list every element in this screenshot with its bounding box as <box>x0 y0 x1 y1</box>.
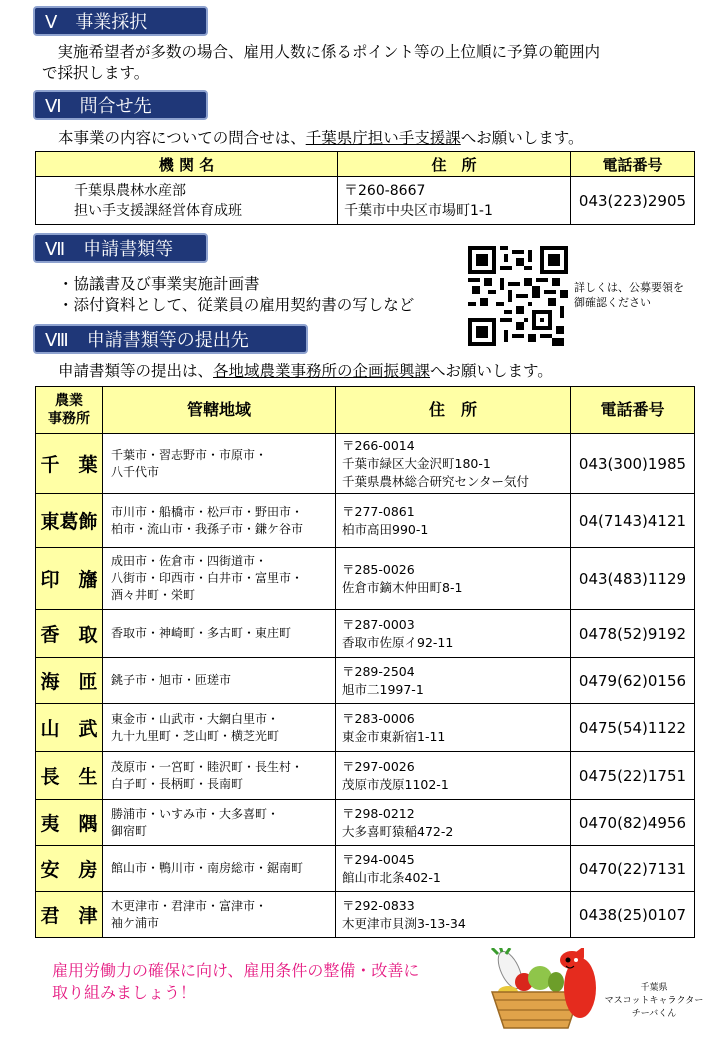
office-area-line: 茂原市・一宮町・睦沢町・長生村・ <box>111 759 304 774</box>
office-name: 海 匝 <box>36 658 103 704</box>
office-postal: 〒294-0045 <box>342 851 415 867</box>
office-table <box>35 386 695 938</box>
office-area-line: 勝浦市・いすみ市・大多喜町・ <box>111 806 280 821</box>
office-postal: 〒292-0833 <box>342 897 415 913</box>
office-postal: 〒297-0026 <box>342 758 415 774</box>
office-address-line: 大多喜町猿稲472-2 <box>342 823 454 839</box>
office-table-header <box>36 387 695 434</box>
office-row <box>36 704 695 752</box>
office-address-line: 東金市東新宿1-11 <box>342 728 446 744</box>
office-phone: 0438(25)0107 <box>571 892 695 938</box>
office-address <box>336 892 571 938</box>
office-address-line: 旭市二1997-1 <box>342 681 424 697</box>
office-header-line2: 事務所 <box>48 411 90 427</box>
office-address <box>336 752 571 800</box>
office-row <box>36 846 695 892</box>
section-6-text-link: 千葉県庁担い手支援課 <box>305 129 461 147</box>
office-area <box>103 704 336 752</box>
office-table-body <box>36 434 695 938</box>
office-address-line: 佐倉市鏑木仲田町8-1 <box>342 579 463 595</box>
office-row <box>36 548 695 610</box>
contact-org-cell <box>36 177 338 225</box>
office-row <box>36 752 695 800</box>
office-area <box>103 752 336 800</box>
office-phone: 0475(22)1751 <box>571 752 695 800</box>
office-address <box>336 846 571 892</box>
office-area-line: 香取市・神崎町・多古町・東庄町 <box>111 626 292 640</box>
office-area-line: 九十九里町・芝山町・横芝光町 <box>111 728 280 743</box>
office-area <box>103 434 336 494</box>
office-name: 安 房 <box>36 846 103 892</box>
qr-note-line1: 詳しくは、公募要領を <box>574 281 684 294</box>
office-name: 君 津 <box>36 892 103 938</box>
section-7-item-1: ・協議書及び事業実施計画書 <box>58 275 260 293</box>
section-8-text-pre: 申請書類等の提出は、 <box>58 362 214 380</box>
address-header: 住 所 <box>336 387 571 434</box>
office-address <box>336 610 571 658</box>
office-phone: 0475(54)1122 <box>571 704 695 752</box>
section-8-text-link: 各地域農業事務所の企画振興課 <box>213 362 431 380</box>
office-area <box>103 494 336 548</box>
office-address <box>336 658 571 704</box>
office-address <box>336 704 571 752</box>
contact-table-row <box>36 177 695 225</box>
office-phone: 0470(22)7131 <box>571 846 695 892</box>
section-6-text-post: へお願いします。 <box>460 129 584 147</box>
section-8-text <box>58 361 553 381</box>
contact-table <box>35 151 695 225</box>
office-postal: 〒289-2504 <box>342 663 415 679</box>
contact-header-phone: 電話番号 <box>571 152 695 177</box>
contact-header-address: 住 所 <box>338 152 571 177</box>
office-address-line: 柏市高田990-1 <box>342 521 429 537</box>
office-row <box>36 494 695 548</box>
office-phone: 0479(62)0156 <box>571 658 695 704</box>
office-name: 長 生 <box>36 752 103 800</box>
office-row <box>36 658 695 704</box>
office-address-line: 千葉県農林総合研究センター気付 <box>342 473 530 489</box>
office-address-line: 木更津市貝渕3-13-34 <box>342 915 466 931</box>
mascot-caption-line3: チーバくん <box>631 1009 677 1019</box>
office-postal: 〒277-0861 <box>342 503 415 519</box>
office-postal: 〒266-0014 <box>342 437 415 453</box>
office-name: 千 葉 <box>36 434 103 494</box>
office-postal: 〒287-0003 <box>342 616 415 632</box>
office-area-line: 柏市・流山市・我孫子市・鎌ケ谷市 <box>111 521 304 536</box>
office-area-line: 銚子市・旭市・匝瑳市 <box>111 673 232 687</box>
office-name: 印 旛 <box>36 548 103 610</box>
office-address <box>336 494 571 548</box>
office-postal: 〒285-0026 <box>342 561 415 577</box>
qr-code-icon[interactable] <box>468 246 568 346</box>
section-7-heading: Ⅶ 申請書類等 <box>33 233 208 263</box>
office-address-line: 茂原市茂原1102-1 <box>342 776 449 792</box>
office-area-line: 市川市・船橋市・松戸市・野田市・ <box>111 504 304 519</box>
office-area-line: 八街市・印西市・白井市・富里市・ <box>111 571 304 585</box>
section-8-heading: Ⅷ 申請書類等の提出先 <box>33 324 308 354</box>
contact-header-org: 機 関 名 <box>36 152 338 177</box>
office-area-line: 東金市・山武市・大網白里市・ <box>111 711 280 726</box>
mascot-caption-line1: 千葉県 <box>640 983 668 993</box>
qr-note <box>574 280 684 310</box>
section-6-heading: Ⅵ 問合せ先 <box>33 90 208 120</box>
office-phone: 043(483)1129 <box>571 548 695 610</box>
office-name: 東葛飾 <box>36 494 103 548</box>
office-row <box>36 610 695 658</box>
section-6-text-pre: 本事業の内容についての問合せは、 <box>58 129 306 147</box>
section-6-text <box>58 128 583 148</box>
office-name: 香 取 <box>36 610 103 658</box>
office-area-line: 八千代市 <box>111 464 160 479</box>
office-area-line: 館山市・鴨川市・南房総市・鋸南町 <box>111 861 304 875</box>
office-area <box>103 658 336 704</box>
office-address-line: 館山市北条402-1 <box>342 869 441 885</box>
contact-org-line2: 担い手支援課経営体育成班 <box>74 202 242 219</box>
office-area <box>103 610 336 658</box>
section-8-text-post: へお願いします。 <box>430 362 553 380</box>
office-address <box>336 548 571 610</box>
office-area-line: 袖ケ浦市 <box>111 915 160 930</box>
contact-address: 千葉市中央区市場町1-1 <box>344 202 493 219</box>
office-area <box>103 892 336 938</box>
office-area-line: 白子町・長柄町・長南町 <box>111 776 244 791</box>
phone-header: 電話番号 <box>571 387 695 434</box>
office-phone: 04(7143)4121 <box>571 494 695 548</box>
office-area <box>103 800 336 846</box>
section-5-text-line1: 実施希望者が多数の場合、雇用人数に係るポイント等の上位順に予算の範囲内 <box>42 43 601 61</box>
office-address-line: 千葉市緑区大金沢町180-1 <box>342 455 491 471</box>
footer-message-line2: 取り組みましょう！ <box>52 983 197 1002</box>
office-address <box>336 800 571 846</box>
office-header-line1: 農業 <box>55 393 83 409</box>
office-area <box>103 548 336 610</box>
office-row <box>36 892 695 938</box>
office-area-line: 成田市・佐倉市・四街道市・ <box>111 554 268 568</box>
mascot-caption <box>598 982 710 1021</box>
contact-phone: 043(223)2905 <box>571 177 695 225</box>
office-address <box>336 434 571 494</box>
area-header: 管轄地域 <box>103 387 336 434</box>
office-postal: 〒298-0212 <box>342 805 415 821</box>
office-header <box>36 387 103 434</box>
office-phone: 0470(82)4956 <box>571 800 695 846</box>
office-phone: 043(300)1985 <box>571 434 695 494</box>
mascot-basket-icon <box>480 948 600 1034</box>
office-area-line: 酒々井町・栄町 <box>111 588 196 602</box>
section-7-item-2: ・添付資料として、従業員の雇用契約書の写しなど <box>58 296 415 314</box>
office-area <box>103 846 336 892</box>
office-area-line: 御宿町 <box>111 823 148 838</box>
office-area-line: 千葉市・習志野市・市原市・ <box>111 447 268 462</box>
contact-address-cell <box>338 177 571 225</box>
mascot-caption-line2: マスコットキャラクター <box>604 996 704 1006</box>
office-address-line: 香取市佐原イ92-11 <box>342 634 454 650</box>
contact-org-line1: 千葉県農林水産部 <box>74 182 186 199</box>
section-5-text-line2: で採択します。 <box>42 64 150 82</box>
qr-note-line2: 御確認ください <box>574 296 651 309</box>
contact-postal: 〒260-8667 <box>344 182 426 199</box>
section-5-heading: Ⅴ 事業採択 <box>33 6 208 36</box>
office-row <box>36 800 695 846</box>
office-row <box>36 434 695 494</box>
office-phone: 0478(52)9192 <box>571 610 695 658</box>
office-postal: 〒283-0006 <box>342 710 415 726</box>
contact-table-header <box>36 152 695 177</box>
footer-message-line1: 雇用労働力の確保に向け、雇用条件の整備・改善に <box>52 961 420 980</box>
office-name: 山 武 <box>36 704 103 752</box>
office-name: 夷 隅 <box>36 800 103 846</box>
office-area-line: 木更津市・君津市・富津市・ <box>111 898 268 913</box>
footer-message <box>52 960 419 1004</box>
